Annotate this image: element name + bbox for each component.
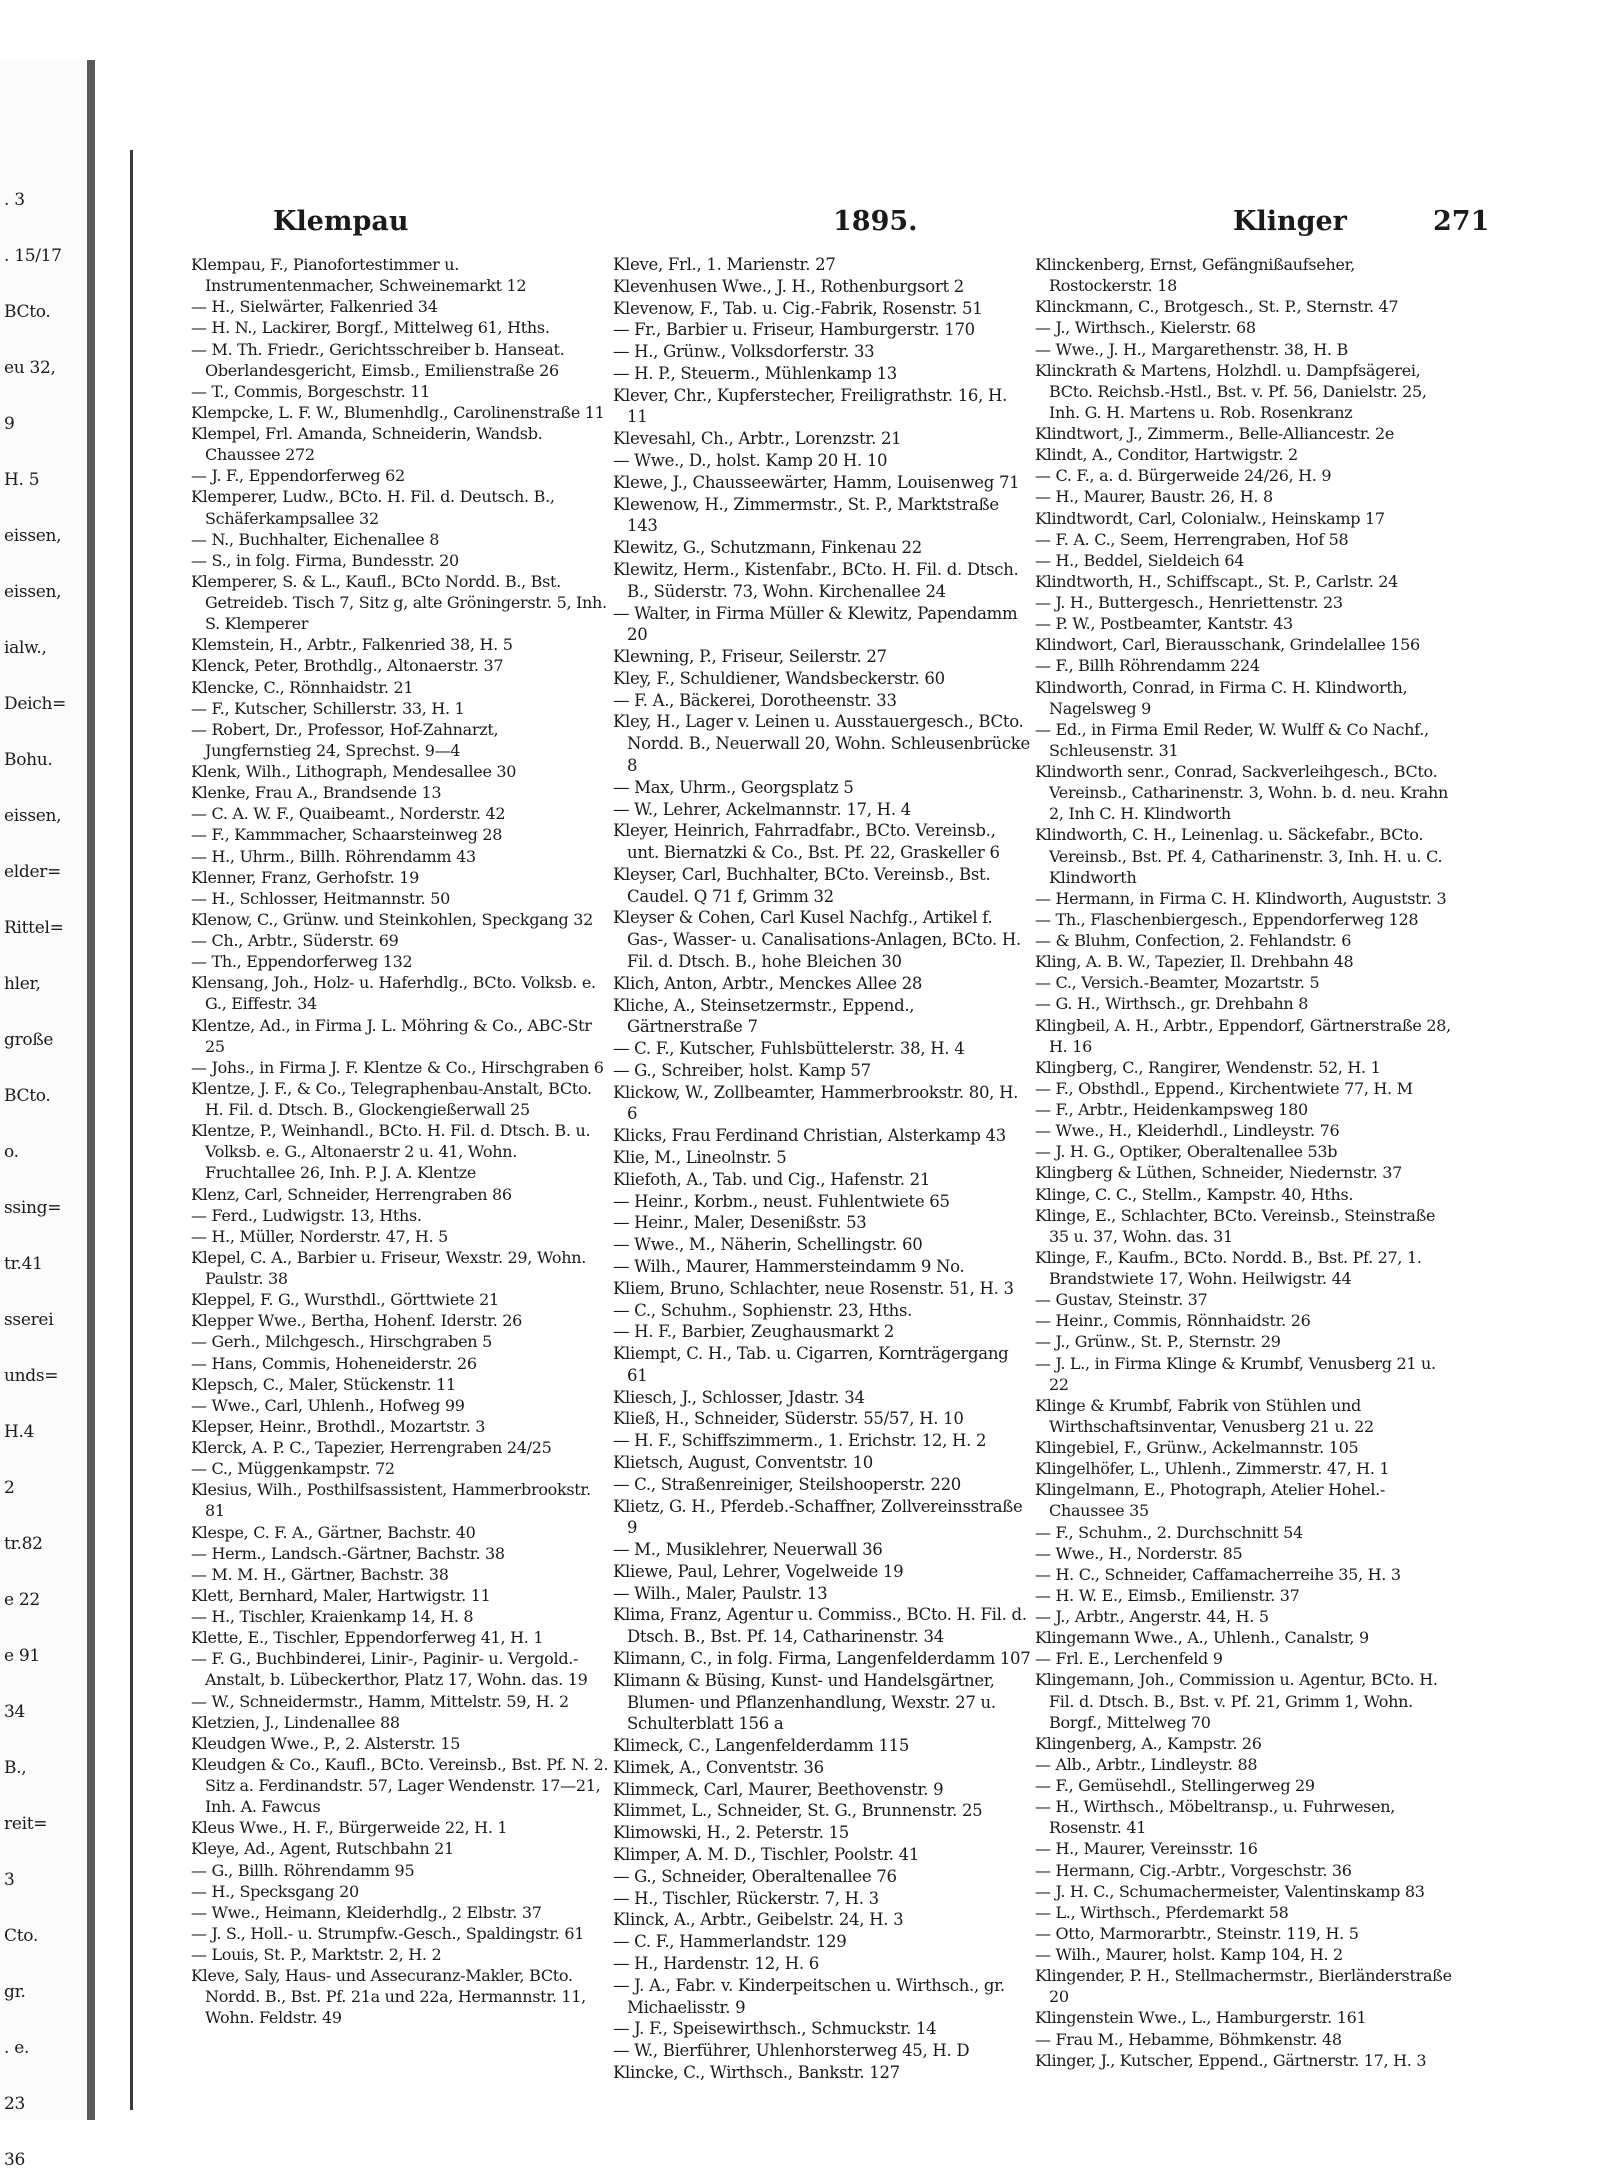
left-page-fragment: . e. — [4, 2038, 30, 2058]
directory-entry: Klempau, F., Pianofortestimmer u. Instrumentenmacher, Schweinemarkt 12 — [191, 255, 527, 296]
directory-entry: Klimann & Büsing, Kunst- und Handelsgärtner, Blumen- und Pflanzenhandlung, Wexstr. 27 u. Schulterblatt 156 a — [613, 1670, 996, 1734]
directory-entry: Kleye, Ad., Agent, Rutschbahn 21 — [191, 1839, 454, 1859]
directory-entry: — Louis, St. P., Marktstr. 2, H. 2 — [191, 1945, 442, 1964]
directory-entry: Klewe, J., Chausseewärter, Hamm, Louisenweg 71 — [613, 472, 1020, 492]
directory-entry: Klickow, W., Zollbeamter, Hammerbrookstr. 80, H. 6 — [613, 1082, 1019, 1124]
directory-entry: Kliempt, C. H., Tab. u. Cigarren, Kornträgergang 61 — [613, 1344, 1009, 1385]
directory-entry: — Walter, in Firma Müller & Klewitz, Papendamm 20 — [613, 603, 1018, 645]
left-page-fragment: o. — [4, 1142, 19, 1162]
directory-entry: — F., Kutscher, Schillerstr. 33, H. 1 — [191, 698, 465, 718]
page-header — [193, 206, 1533, 246]
directory-entry: Klemperer, Ludw., BCto. H. Fil. d. Deutsch. B., Schäferkampsallee 32 — [191, 487, 555, 528]
directory-entry: — N., Buchhalter, Eichenallee 8 — [191, 529, 440, 549]
directory-entry: Klewning, P., Friseur, Seilerstr. 27 — [613, 647, 887, 667]
directory-entry: Klenke, Frau A., Brandsende 13 — [191, 783, 442, 803]
directory-entry: — & Bluhm, Confection, 2. Fehlandstr. 6 — [1035, 931, 1352, 950]
directory-entry: — C., Müggenkampstr. 72 — [191, 1459, 395, 1479]
directory-entry: — Ed., in Firma Emil Reder, W. Wulff & Co Nachf., Schleusenstr. 31 — [1035, 719, 1429, 760]
directory-entry: Klindtworth, H., Schiffscapt., St. P., Carlstr. 24 — [1035, 571, 1399, 591]
left-page-fragment: eissen, — [4, 582, 62, 602]
left-page-fragment: eu 32, — [4, 358, 56, 378]
left-page-fragment: BCto. — [4, 302, 51, 322]
directory-entry: Klingemann Wwe., A., Uhlenh., Canalstr, 9 — [1035, 1628, 1369, 1648]
directory-entry: Klindwort, Carl, Bierausschank, Grindelallee 156 — [1035, 635, 1420, 655]
directory-entry: Klingelmann, E., Photograph, Atelier Hohel.-Chaussee 35 — [1035, 1480, 1386, 1521]
directory-entry: Klicks, Frau Ferdinand Christian, Alsterkamp 43 — [613, 1126, 1006, 1146]
left-page-fragment: e 91 — [4, 1646, 40, 1666]
directory-entry: — Wwe., H., Norderstr. 85 — [1035, 1543, 1243, 1563]
directory-entry: — Th., Flaschenbiergesch., Eppendorferweg 128 — [1035, 909, 1419, 929]
directory-entry: Klewitz, Herm., Kistenfabr., BCto. H. Fil. d. Dtsch. B., Süderstr. 73, Wohn. Kirchenallee 24 — [613, 559, 1019, 601]
directory-entry: Klepsch, C., Maler, Stückenstr. 11 — [191, 1374, 456, 1394]
directory-entry: — H. F., Schiffszimmerm., 1. Erichstr. 12, H. 2 — [613, 1431, 987, 1451]
left-page-fragment: große — [4, 1030, 54, 1050]
left-page-edge — [0, 60, 95, 2170]
directory-entry: Klenner, Franz, Gerhofstr. 19 — [191, 867, 419, 887]
directory-entry: — Frl. E., Lerchenfeld 9 — [1035, 1649, 1223, 1669]
directory-entry: Klimann, C., in folg. Firma, Langenfelderdamm 107 — [613, 1649, 1031, 1668]
left-page-fragment: Rittel= — [4, 918, 64, 938]
directory-entry: Kleve, Saly, Haus- und Assecuranz-Makler, BCto. Nordd. B., Bst. Pf. 21a und 22a, Hermannstr. 11, Wohn. Feldstr. 49 — [191, 1966, 586, 2028]
directory-entry: — Heinr., Commis, Rönnhaidstr. 26 — [1035, 1311, 1311, 1331]
directory-entry: — Fr., Barbier u. Friseur, Hamburgerstr. 170 — [613, 320, 975, 340]
left-page-fragment: Cto. — [4, 1926, 38, 1946]
directory-entry: — J. A., Fabr. v. Kinderpeitschen u. Wirthsch., gr. Michaelisstr. 9 — [613, 1975, 1005, 2017]
directory-entry: Klingberg, C., Rangirer, Wendenstr. 52, H. 1 — [1035, 1057, 1381, 1077]
directory-entry: — Wilh., Maler, Paulstr. 13 — [613, 1583, 828, 1603]
directory-entry: — J. H. C., Schumachermeister, Valentinskamp 83 — [1035, 1881, 1425, 1901]
left-page-fragment: . 15/17 — [4, 246, 62, 266]
left-page-fragment: tr.41 — [4, 1254, 43, 1274]
directory-entry: Klindworth, C. H., Leinenlag. u. Säckefabr., BCto. Vereinsb., Bst. Pf. 4, Catharinenstr. 3, Inh. H. u. C. Klindworth — [1035, 825, 1443, 887]
directory-entry: — J. S., Holl.- u. Strumpfw.-Gesch., Spaldingstr. 61 — [191, 1923, 585, 1943]
left-page-fragment: B., — [4, 1758, 27, 1778]
directory-entry: Klincke, C., Wirthsch., Bankstr. 127 — [613, 2062, 900, 2082]
directory-entry: — S., in folg. Firma, Bundesstr. 20 — [191, 550, 459, 570]
directory-entry: Klentze, J. F., & Co., Telegraphenbau-Anstalt, BCto. H. Fil. d. Dtsch. B., Glockengießerwall 25 — [191, 1078, 592, 1119]
directory-entry: Klinck, A., Arbtr., Geibelstr. 24, H. 3 — [613, 1910, 904, 1930]
directory-entry: Klingenstein Wwe., L., Hamburgerstr. 161 — [1035, 2008, 1367, 2028]
directory-entry: — H. P., Steuerm., Mühlenkamp 13 — [613, 363, 897, 383]
left-page-fragment: 36 — [4, 2150, 26, 2170]
directory-entry: Klepser, Heinr., Brothdl., Mozartstr. 3 — [191, 1416, 486, 1436]
directory-entry: — F., Kammmacher, Schaarsteinweg 28 — [191, 825, 503, 845]
directory-entry: — F., Schuhm., 2. Durchschnitt 54 — [1035, 1522, 1303, 1542]
directory-entry: Klima, Franz, Agentur u. Commiss., BCto. H. Fil. d. Dtsch. B., Bst. Pf. 14, Catharinenstr. 34 — [613, 1605, 1027, 1647]
directory-entry: — G. H., Wirthsch., gr. Drehbahn 8 — [1035, 994, 1309, 1014]
directory-entry: — G., Schneider, Oberaltenallee 76 — [613, 1866, 897, 1886]
directory-entry: — H., Tischler, Kraienkamp 14, H. 8 — [191, 1607, 474, 1626]
directory-entry: — Hans, Commis, Hoheneiderstr. 26 — [191, 1353, 477, 1373]
directory-entry: — Heinr., Maler, Desenißstr. 53 — [613, 1213, 867, 1233]
directory-entry: — Hermann, in Firma C. H. Klindworth, Auguststr. 3 — [1035, 888, 1447, 908]
header-left-catchword: Klempau — [273, 206, 409, 237]
directory-entry: — Wwe., M., Näherin, Schellingstr. 60 — [613, 1235, 923, 1255]
directory-entry: — W., Bierführer, Uhlenhorsterweg 45, H. D — [613, 2041, 970, 2061]
directory-entry: — W., Lehrer, Ackelmannstr. 17, H. 4 — [613, 799, 911, 819]
directory-entry: Klevesahl, Ch., Arbtr., Lorenzstr. 21 — [613, 429, 902, 449]
directory-entry: — H., Uhrm., Billh. Röhrendamm 43 — [191, 846, 476, 866]
directory-entry: Klingebiel, F., Grünw., Ackelmannstr. 105 — [1035, 1438, 1359, 1457]
directory-entry: Klindtwordt, Carl, Colonialw., Heinskamp 17 — [1035, 508, 1385, 528]
directory-entry: Klinckenberg, Ernst, Gefängnißaufseher, Rostockerstr. 18 — [1035, 255, 1356, 296]
page-gutter — [87, 60, 95, 2120]
directory-entry: — Heinr., Korbm., neust. Fuhlentwiete 65 — [613, 1191, 950, 1211]
directory-entry: Kleppel, F. G., Wursthdl., Görttwiete 21 — [191, 1290, 499, 1310]
directory-entry: Kleyser & Cohen, Carl Kusel Nachfg., Artikel f. Gas-, Wasser- u. Canalisations-Anlagen, BCto. H. Fil. d. Dtsch. B., hohe Bleichen 30 — [613, 908, 1021, 971]
directory-entry: Kleve, Frl., 1. Marienstr. 27 — [613, 255, 836, 274]
left-page-fragment: ialw., — [4, 638, 47, 658]
directory-entry: — J. H. G., Optiker, Oberaltenallee 53b — [1035, 1142, 1338, 1162]
directory-entry: — F., Billh Röhrendamm 224 — [1035, 656, 1260, 676]
directory-entry: Klinger, J., Kutscher, Eppend., Gärtnerstr. 17, H. 3 — [1035, 2050, 1427, 2070]
left-page-fragment: reit= — [4, 1814, 48, 1834]
directory-entry: — J., Wirthsch., Kielerstr. 68 — [1035, 318, 1256, 338]
directory-entry: — Johs., in Firma J. F. Klentze & Co., Hirschgraben 6 — [191, 1057, 604, 1077]
directory-entry: — H., Specksgang 20 — [191, 1881, 359, 1901]
directory-entry: Kliewe, Paul, Lehrer, Vogelweide 19 — [613, 1561, 904, 1581]
directory-entry: Klewenow, H., Zimmermstr., St. P., Marktstraße 143 — [613, 494, 999, 536]
directory-entry: — H. W. E., Eimsb., Emilienstr. 37 — [1035, 1585, 1300, 1605]
directory-entry: — J., Arbtr., Angerstr. 44, H. 5 — [1035, 1607, 1269, 1626]
directory-entry: Klinge, F., Kaufm., BCto. Nordd. B., Bst. Pf. 27, 1. Brandstwiete 17, Wohn. Heilwigstr. 44 — [1035, 1247, 1422, 1288]
directory-entry: — G., Schreiber, holst. Kamp 57 — [613, 1060, 871, 1080]
directory-entry: Kletzien, J., Lindenallee 88 — [191, 1712, 400, 1732]
directory-entry: — H., Wirthsch., Möbeltransp., u. Fuhrwesen, Rosenstr. 41 — [1035, 1797, 1396, 1838]
left-page-fragment: ssing= — [4, 1198, 62, 1218]
directory-entry: Klensang, Joh., Holz- u. Haferhdlg., BCto. Volksb. e. G., Eiffestr. 34 — [191, 973, 596, 1014]
directory-entry: Klimeck, C., Langenfelderdamm 115 — [613, 1736, 910, 1756]
directory-entry: — H., Grünw., Volksdorferstr. 33 — [613, 342, 875, 362]
directory-entry: Klietz, G. H., Pferdeb.-Schaffner, Zollvereinsstraße 9 — [613, 1496, 1023, 1538]
directory-entry: Kliem, Bruno, Schlachter, neue Rosenstr. 51, H. 3 — [613, 1278, 1014, 1298]
directory-entry: Klindworth, Conrad, in Firma C. H. Klindworth, Nagelsweg 9 — [1035, 677, 1408, 718]
directory-entry: — Wilh., Maurer, Hammersteindamm 9 No. — [613, 1256, 965, 1276]
directory-entry: Kleudgen & Co., Kaufl., BCto. Vereinsb., Bst. Pf. N. 2. Sitz a. Ferdinandstr. 57, Lager Wendenstr. 17—21, Inh. A. Fawcus — [191, 1754, 609, 1817]
directory-entry: — F. A., Bäckerei, Dorotheenstr. 33 — [613, 690, 897, 710]
left-page-fragment: elder= — [4, 862, 62, 882]
directory-entry: — H., Tischler, Rückerstr. 7, H. 3 — [613, 1888, 879, 1908]
directory-entry: — Wwe., J. H., Margarethenstr. 38, H. B — [1035, 339, 1348, 359]
directory-entry: Klingender, P. H., Stellmachermstr., Bierländerstraße 20 — [1035, 1966, 1452, 2007]
directory-entry: — Robert, Dr., Professor, Hof-Zahnarzt, Jungfernstieg 24, Sprechst. 9—4 — [191, 719, 499, 760]
left-page-fragment: unds= — [4, 1366, 59, 1386]
directory-entry: Klencke, C., Rönnhaidstr. 21 — [191, 677, 414, 697]
directory-entry: — Herm., Landsch.-Gärtner, Bachstr. 38 — [191, 1543, 505, 1563]
directory-entry: — F., Arbtr., Heidenkampsweg 180 — [1035, 1100, 1308, 1119]
directory-entry: Klett, Bernhard, Maler, Hartwigstr. 11 — [191, 1585, 491, 1605]
left-page-fragment: . 3 — [4, 190, 25, 210]
left-page-fragment: Deich= — [4, 694, 67, 714]
directory-entry: Kliche, A., Steinsetzermstr., Eppend., Gärtnerstraße 7 — [613, 995, 915, 1037]
directory-entry: — H. F., Barbier, Zeughausmarkt 2 — [613, 1322, 895, 1342]
directory-entry: — Hermann, Cig.-Arbtr., Vorgeschstr. 36 — [1035, 1860, 1352, 1880]
left-page-fragment: eissen, — [4, 526, 62, 546]
directory-entry: — H., Sielwärter, Falkenried 34 — [191, 297, 438, 317]
directory-entry: Klingbeil, A. H., Arbtr., Eppendorf, Gärtnerstraße 28, H. 16 — [1035, 1015, 1451, 1056]
directory-entry: Kleus Wwe., H. F., Bürgerweide 22, H. 1 — [191, 1818, 508, 1838]
directory-entry: — H., Maurer, Vereinsstr. 16 — [1035, 1839, 1258, 1859]
directory-entry: Klette, E., Tischler, Eppendorferweg 41, H. 1 — [191, 1628, 544, 1648]
directory-entry: Klimek, A., Conventstr. 36 — [613, 1757, 824, 1777]
directory-entry: Klimmeck, Carl, Maurer, Beethovenstr. 9 — [613, 1779, 944, 1799]
directory-column-1 — [191, 254, 609, 2029]
left-page-fragment: eissen, — [4, 806, 62, 826]
left-page-fragment: e 22 — [4, 1590, 40, 1610]
header-right-catchword: Klinger — [1233, 206, 1347, 237]
directory-entry: — Ferd., Ludwigstr. 13, Hths. — [191, 1205, 422, 1225]
directory-entry: Klentze, Ad., in Firma J. L. Möhring & Co., ABC-Str 25 — [191, 1015, 592, 1056]
directory-entry: Klinge, E., Schlachter, BCto. Vereinsb., Steinstraße 35 u. 37, Wohn. das. 31 — [1035, 1205, 1436, 1246]
directory-entry: — C., Versich.-Beamter, Mozartstr. 5 — [1035, 973, 1320, 993]
directory-entry: Klingberg & Lüthen, Schneider, Niedernstr. 37 — [1035, 1163, 1403, 1183]
directory-entry: — J. F., Speisewirthsch., Schmuckstr. 14 — [613, 2019, 937, 2039]
directory-entry: — J. F., Eppendorferweg 62 — [191, 466, 405, 486]
left-page-fragment: sserei — [4, 1310, 54, 1330]
directory-entry: — Gustav, Steinstr. 37 — [1035, 1290, 1208, 1310]
directory-entry: Klindtwort, J., Zimmerm., Belle-Alliancestr. 2e — [1035, 424, 1395, 443]
directory-column-2 — [613, 254, 1031, 2084]
directory-entry: — C. F., a. d. Bürgerweide 24/26, H. 9 — [1035, 466, 1332, 486]
directory-entry: Klimper, A. M. D., Tischler, Poolstr. 41 — [613, 1845, 920, 1865]
directory-entry: — Wwe., Heimann, Kleiderhdlg., 2 Elbstr. 37 — [191, 1902, 542, 1922]
directory-entry: — G., Billh. Röhrendamm 95 — [191, 1860, 415, 1880]
directory-entry: Klever, Chr., Kupferstecher, Freiligrathstr. 16, H. 11 — [613, 385, 1008, 427]
directory-entry: Klimowski, H., 2. Peterstr. 15 — [613, 1823, 849, 1843]
directory-entry: — Wwe., D., holst. Kamp 20 H. 10 — [613, 451, 888, 471]
directory-entry: — C. F., Hammerlandstr. 129 — [613, 1932, 847, 1952]
left-page-fragment: 9 — [4, 414, 15, 434]
directory-entry: — Gerh., Milchgesch., Hirschgraben 5 — [191, 1332, 492, 1352]
left-page-fragment: hler, — [4, 974, 41, 994]
directory-entry: — L., Wirthsch., Pferdemarkt 58 — [1035, 1902, 1289, 1922]
directory-entry: Klingemann, Joh., Commission u. Agentur, BCto. H. Fil. d. Dtsch. B., Bst. v. Pf. 21, Grimm 1, Wohn. Borgf., Mittelweg 70 — [1035, 1670, 1438, 1732]
directory-entry: — M. Th. Friedr., Gerichtsschreiber b. Hanseat. Oberlandesgericht, Eimsb., Emilienstraße 26 — [191, 339, 565, 380]
directory-entry: — Alb., Arbtr., Lindleystr. 88 — [1035, 1754, 1258, 1774]
directory-entry: Kleyser, Carl, Buchhalter, BCto. Vereinsb., Bst. Caudel. Q 71 f, Grimm 32 — [613, 864, 991, 906]
left-page-fragment: H. 5 — [4, 470, 40, 490]
directory-entry: — F., Obsthdl., Eppend., Kirchentwiete 77, H. M — [1035, 1078, 1413, 1098]
directory-entry: — J., Grünw., St. P., Sternstr. 29 — [1035, 1332, 1281, 1352]
directory-entry: Klemperer, S. & L., Kaufl., BCto Nordd. B., Bst. Getreideb. Tisch 7, Sitz g, alte Gröningerstr. 5, Inh. S. Klemperer — [191, 571, 607, 634]
directory-entry: — H., Maurer, Baustr. 26, H. 8 — [1035, 487, 1273, 507]
header-year: 1895. — [833, 206, 918, 237]
directory-entry: Klespe, C. F. A., Gärtner, Bachstr. 40 — [191, 1522, 476, 1542]
directory-entry: Klingenberg, A., Kampstr. 26 — [1035, 1733, 1262, 1753]
directory-entry: — Frau M., Hebamme, Böhmkenstr. 48 — [1035, 2029, 1342, 2049]
directory-entry: — P. W., Postbeamter, Kantstr. 43 — [1035, 614, 1293, 634]
left-page-fragment: tr.82 — [4, 1534, 43, 1554]
directory-entry: Klie, M., Lineolnstr. 5 — [613, 1148, 787, 1168]
left-page-fragment: 34 — [4, 1702, 26, 1722]
left-page-fragment: Bohu. — [4, 750, 53, 770]
directory-entry: — Wwe., Carl, Uhlenh., Hofweg 99 — [191, 1395, 465, 1415]
directory-entry: Klinge & Krumbf, Fabrik von Stühlen und Wirthschaftsinventar, Venusberg 21 u. 22 — [1035, 1395, 1374, 1436]
directory-entry: Klerck, A. P. C., Tapezier, Herrengraben 24/25 — [191, 1438, 552, 1457]
directory-entry: Klinckrath & Martens, Holzhdl. u. Dampfsägerei, BCto. Reichsb.-Hstl., Bst. v. Pf. 56, Danielstr. 25, Inh. G. H. Martens u. Rob. Rosenkranz — [1035, 360, 1427, 422]
directory-entry: — F. G., Buchbinderei, Linir-, Paginir- u. Vergold.-Anstalt, b. Lübeckerthor, Platz 17, Wohn. das. 19 — [191, 1649, 588, 1690]
directory-entry: — Wilh., Maurer, holst. Kamp 104, H. 2 — [1035, 1945, 1343, 1964]
directory-entry: Klepper Wwe., Bertha, Hohenf. Iderstr. 26 — [191, 1311, 523, 1331]
directory-entry: Klentze, P., Weinhandl., BCto. H. Fil. d. Dtsch. B. u. Volksb. e. G., Altonaerstr 2 u. 41, Wohn. Fruchtallee 26, Inh. P. J. A. Klentze — [191, 1121, 591, 1183]
directory-entry: Klemstein, H., Arbtr., Falkenried 38, H. 5 — [191, 635, 513, 655]
directory-entry: — Wwe., H., Kleiderhdl., Lindleystr. 76 — [1035, 1121, 1340, 1141]
directory-entry: — M., Musiklehrer, Neuerwall 36 — [613, 1540, 883, 1560]
directory-entry: — W., Schneidermstr., Hamm, Mittelstr. 59, H. 2 — [191, 1691, 569, 1711]
directory-entry: Kließ, H., Schneider, Süderstr. 55/57, H. 10 — [613, 1409, 964, 1429]
directory-entry: Kley, H., Lager v. Leinen u. Ausstauergesch., BCto. Nordd. B., Neuerwall 20, Wohn. Schleusenbrücke 8 — [613, 712, 1030, 775]
left-page-fragment: BCto. — [4, 1086, 51, 1106]
directory-entry: Kliesch, J., Schlosser, Jdastr. 34 — [613, 1387, 865, 1407]
directory-entry: Klimmet, L., Schneider, St. G., Brunnenstr. 25 — [613, 1801, 983, 1821]
left-page-fragment: 3 — [4, 1870, 15, 1890]
directory-entry: Klepel, C. A., Barbier u. Friseur, Wexstr. 29, Wohn. Paulstr. 38 — [191, 1247, 587, 1288]
directory-entry: — H., Schlosser, Heitmannstr. 50 — [191, 888, 450, 908]
directory-entry: — C. F., Kutscher, Fuhlsbüttelerstr. 38, H. 4 — [613, 1039, 965, 1059]
directory-entry: — Ch., Arbtr., Süderstr. 69 — [191, 931, 399, 950]
directory-entry: — H., Beddel, Sieldeich 64 — [1035, 550, 1245, 570]
left-page-fragment: 2 — [4, 1478, 15, 1498]
directory-entry: — C., Straßenreiniger, Steilshooperstr. 220 — [613, 1474, 961, 1494]
directory-entry: — J. H., Buttergesch., Henriettenstr. 23 — [1035, 593, 1343, 612]
directory-entry: Klempcke, L. F. W., Blumenhdlg., Carolinenstraße 11 — [191, 402, 605, 422]
directory-entry: Klempel, Frl. Amanda, Schneiderin, Wandsb. Chaussee 272 — [191, 424, 543, 465]
directory-entry: Klewitz, G., Schutzmann, Finkenau 22 — [613, 538, 922, 558]
directory-page — [130, 150, 1573, 2110]
directory-entry: — C. A. W. F., Quaibeamt., Norderstr. 42 — [191, 804, 506, 824]
directory-entry: — H. C., Schneider, Caffamacherreihe 35, H. 3 — [1035, 1564, 1401, 1584]
directory-entry: — Th., Eppendorferweg 132 — [191, 952, 413, 972]
directory-entry: Klenk, Wilh., Lithograph, Mendesallee 30 — [191, 762, 517, 781]
directory-entry: — J. L., in Firma Klinge & Krumbf, Venusberg 21 u. 22 — [1035, 1353, 1436, 1394]
directory-entry: Klenow, C., Grünw. und Steinkohlen, Speckgang 32 — [191, 909, 593, 929]
left-page-fragment: H.4 — [4, 1422, 35, 1442]
directory-entry: Kleudgen Wwe., P., 2. Alsterstr. 15 — [191, 1733, 461, 1753]
directory-entry: Kley, F., Schuldiener, Wandsbeckerstr. 60 — [613, 668, 945, 688]
directory-entry: Klingelhöfer, L., Uhlenh., Zimmerstr. 47, H. 1 — [1035, 1459, 1390, 1479]
directory-entry: Klindworth senr., Conrad, Sackverleihgesch., BCto. Vereinsb., Catharinenstr. 3, Wohn. b. d. neu. Krahn 2, Inh C. H. Klindworth — [1035, 762, 1449, 824]
directory-entry: Kleyer, Heinrich, Fahrradfabr., BCto. Vereinsb., unt. Biernatzki & Co., Bst. Pf. 22, Graskeller 6 — [613, 821, 1000, 863]
directory-entry: — H. N., Lackirer, Borgf., Mittelweg 61, Hths. — [191, 318, 550, 338]
directory-entry: — Otto, Marmorarbtr., Steinstr. 119, H. 5 — [1035, 1923, 1359, 1943]
directory-entry: — H., Müller, Norderstr. 47, H. 5 — [191, 1226, 449, 1246]
directory-entry: — F. A. C., Seem, Herrengraben, Hof 58 — [1035, 529, 1349, 549]
directory-entry: Kliefoth, A., Tab. und Cig., Hafenstr. 21 — [613, 1169, 931, 1189]
directory-entry: Klenck, Peter, Brothdlg., Altonaerstr. 37 — [191, 656, 504, 676]
directory-entry: — F., Gemüsehdl., Stellingerweg 29 — [1035, 1776, 1315, 1795]
directory-entry: — M. M. H., Gärtner, Bachstr. 38 — [191, 1564, 449, 1584]
directory-entry: — C., Schuhm., Sophienstr. 23, Hths. — [613, 1300, 913, 1320]
directory-entry: Kling, A. B. W., Tapezier, Il. Drehbahn 48 — [1035, 952, 1354, 972]
directory-column-3 — [1035, 254, 1453, 2071]
directory-entry: Klinge, C. C., Stellm., Kampstr. 40, Hths. — [1035, 1184, 1354, 1204]
directory-entry: Klevenhusen Wwe., J. H., Rothenburgsort 2 — [613, 276, 964, 296]
directory-entry: — H., Hardenstr. 12, H. 6 — [613, 1953, 819, 1973]
directory-entry: Klevenow, F., Tab. u. Cig.-Fabrik, Rosenstr. 51 — [613, 298, 983, 318]
directory-entry: Klesius, Wilh., Posthilfsassistent, Hammerbrookstr. 81 — [191, 1480, 591, 1521]
directory-entry: — T., Commis, Borgeschstr. 11 — [191, 381, 430, 401]
directory-entry: Klietsch, August, Conventstr. 10 — [613, 1452, 874, 1472]
left-page-fragment: 23 — [4, 2094, 26, 2114]
directory-entry: Klenz, Carl, Schneider, Herrengraben 86 — [191, 1184, 512, 1204]
directory-entry: Klich, Anton, Arbtr., Menckes Allee 28 — [613, 973, 923, 993]
directory-entry: Klindt, A., Conditor, Hartwigstr. 2 — [1035, 445, 1298, 465]
directory-entry: — Max, Uhrm., Georgsplatz 5 — [613, 777, 854, 797]
page-number: 271 — [1433, 206, 1490, 237]
left-page-fragment: gr. — [4, 1982, 26, 2002]
directory-entry: Klinckmann, C., Brotgesch., St. P., Sternstr. 47 — [1035, 297, 1399, 317]
